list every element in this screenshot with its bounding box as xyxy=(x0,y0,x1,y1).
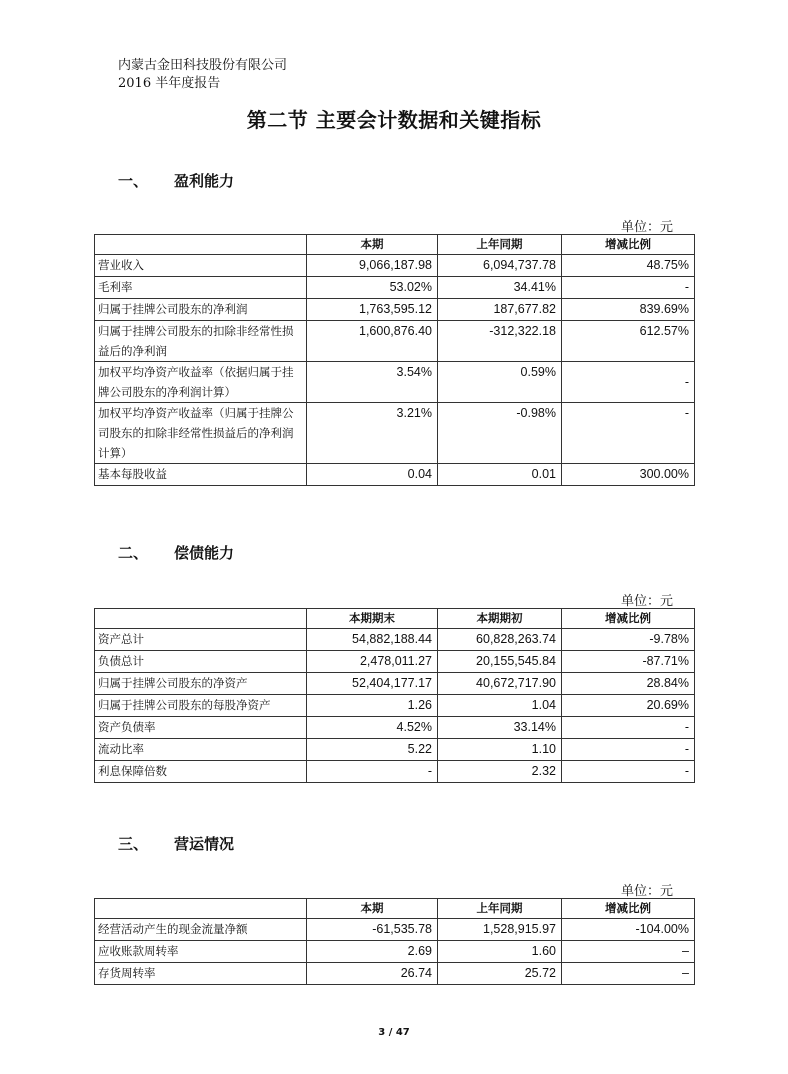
row-label: 负债总计 xyxy=(95,651,307,673)
table-row xyxy=(95,761,695,783)
row-label: 营业收入 xyxy=(95,255,307,277)
table-row xyxy=(95,403,695,464)
page-number: 3 / 47 xyxy=(378,1027,410,1038)
cell-change: - xyxy=(562,761,695,783)
cell-current: 1,600,876.40 xyxy=(307,321,438,362)
cell-change: 300.00% xyxy=(562,464,695,486)
page-title: 第二节 主要会计数据和关键指标 xyxy=(246,108,542,132)
cell-current: 4.52% xyxy=(307,717,438,739)
section-heading-operations xyxy=(118,833,234,854)
cell-current: 5.22 xyxy=(307,739,438,761)
cell-current: 2.69 xyxy=(307,941,438,963)
cell-current: 26.74 xyxy=(307,963,438,985)
row-label: 流动比率 xyxy=(95,739,307,761)
cell-previous: 1.04 xyxy=(438,695,562,717)
cell-change: – xyxy=(562,963,695,985)
table-row xyxy=(95,941,695,963)
table-header-row xyxy=(95,609,695,629)
column-header: 增减比例 xyxy=(562,899,695,919)
column-header: 本期 xyxy=(307,899,438,919)
table-header-row xyxy=(95,899,695,919)
table-row xyxy=(95,717,695,739)
table-row xyxy=(95,629,695,651)
cell-previous: 34.41% xyxy=(438,277,562,299)
cell-previous: 0.59% xyxy=(438,362,562,403)
table-row xyxy=(95,739,695,761)
column-header: 本期期初 xyxy=(438,609,562,629)
row-label: 应收账款周转率 xyxy=(95,941,307,963)
cell-previous: 40,672,717.90 xyxy=(438,673,562,695)
cell-previous: 2.32 xyxy=(438,761,562,783)
section-heading-profitability xyxy=(118,170,234,191)
cell-previous: 33.14% xyxy=(438,717,562,739)
cell-previous: 6,094,737.78 xyxy=(438,255,562,277)
row-label: 归属于挂牌公司股东的净资产 xyxy=(95,673,307,695)
column-header xyxy=(95,235,307,255)
row-label: 加权平均净资产收益率（归属于挂牌公司股东的扣除非经常性损益后的净利润计算） xyxy=(95,403,307,464)
cell-current: 9,066,187.98 xyxy=(307,255,438,277)
row-label: 存货周转率 xyxy=(95,963,307,985)
section-heading-solvency xyxy=(118,542,234,563)
section-number: 一、 xyxy=(118,172,149,190)
company-name: 内蒙古金田科技股份有限公司 xyxy=(118,58,288,73)
cell-current: - xyxy=(307,761,438,783)
section-number: 二、 xyxy=(118,544,149,562)
cell-change: - xyxy=(562,403,695,464)
row-label: 加权平均净资产收益率（依据归属于挂牌公司股东的净利润计算） xyxy=(95,362,307,403)
table-row xyxy=(95,695,695,717)
column-header xyxy=(95,899,307,919)
report-header xyxy=(118,57,287,93)
cell-change: 839.69% xyxy=(562,299,695,321)
cell-change: -104.00% xyxy=(562,919,695,941)
table-row xyxy=(95,362,695,403)
cell-current: 0.04 xyxy=(307,464,438,486)
row-label: 毛利率 xyxy=(95,277,307,299)
cell-previous: 187,677.82 xyxy=(438,299,562,321)
report-period: 2016 半年度报告 xyxy=(118,76,221,91)
table-row xyxy=(95,919,695,941)
column-header: 本期 xyxy=(307,235,438,255)
table-row xyxy=(95,673,695,695)
cell-current: 1,763,595.12 xyxy=(307,299,438,321)
cell-current: 2,478,011.27 xyxy=(307,651,438,673)
cell-current: 1.26 xyxy=(307,695,438,717)
row-label: 归属于挂牌公司股东的净利润 xyxy=(95,299,307,321)
cell-previous: 60,828,263.74 xyxy=(438,629,562,651)
column-header: 上年同期 xyxy=(438,235,562,255)
cell-previous: 1,528,915.97 xyxy=(438,919,562,941)
column-header: 上年同期 xyxy=(438,899,562,919)
row-label: 归属于挂牌公司股东的扣除非经常性损益后的净利润 xyxy=(95,321,307,362)
cell-previous: 25.72 xyxy=(438,963,562,985)
table-row xyxy=(95,299,695,321)
operations-table xyxy=(94,898,695,985)
row-label: 经营活动产生的现金流量净额 xyxy=(95,919,307,941)
section-title: 偿债能力 xyxy=(174,544,235,562)
cell-current: 3.54% xyxy=(307,362,438,403)
cell-previous: 0.01 xyxy=(438,464,562,486)
unit-label: 单位：元 xyxy=(620,220,673,235)
cell-change: - xyxy=(562,277,695,299)
table-row xyxy=(95,255,695,277)
cell-current: -61,535.78 xyxy=(307,919,438,941)
cell-current: 52,404,177.17 xyxy=(307,673,438,695)
cell-previous: 1.60 xyxy=(438,941,562,963)
table-row xyxy=(95,651,695,673)
cell-change: 612.57% xyxy=(562,321,695,362)
cell-change: -9.78% xyxy=(562,629,695,651)
row-label: 利息保障倍数 xyxy=(95,761,307,783)
row-label: 基本每股收益 xyxy=(95,464,307,486)
section-number: 三、 xyxy=(118,835,149,853)
row-label: 归属于挂牌公司股东的每股净资产 xyxy=(95,695,307,717)
cell-previous: 20,155,545.84 xyxy=(438,651,562,673)
cell-current: 54,882,188.44 xyxy=(307,629,438,651)
section-title: 盈利能力 xyxy=(174,172,235,190)
unit-label: 单位：元 xyxy=(620,594,673,609)
section-title: 营运情况 xyxy=(174,835,235,853)
cell-change: 48.75% xyxy=(562,255,695,277)
cell-current: 53.02% xyxy=(307,277,438,299)
column-header: 本期期末 xyxy=(307,609,438,629)
cell-change: – xyxy=(562,941,695,963)
cell-change: - xyxy=(562,717,695,739)
cell-change: 28.84% xyxy=(562,673,695,695)
cell-previous: 1.10 xyxy=(438,739,562,761)
cell-previous: -0.98% xyxy=(438,403,562,464)
profitability-table xyxy=(94,234,695,486)
table-row xyxy=(95,321,695,362)
row-label: 资产负债率 xyxy=(95,717,307,739)
table-row xyxy=(95,464,695,486)
cell-change: -87.71% xyxy=(562,651,695,673)
row-label: 资产总计 xyxy=(95,629,307,651)
column-header: 增减比例 xyxy=(562,609,695,629)
table-row xyxy=(95,277,695,299)
solvency-table xyxy=(94,608,695,783)
unit-label: 单位：元 xyxy=(620,884,673,899)
cell-change: - xyxy=(562,739,695,761)
cell-change: - xyxy=(562,362,695,403)
table-header-row xyxy=(95,235,695,255)
cell-change: 20.69% xyxy=(562,695,695,717)
table-row xyxy=(95,963,695,985)
column-header: 增减比例 xyxy=(562,235,695,255)
cell-previous: -312,322.18 xyxy=(438,321,562,362)
column-header xyxy=(95,609,307,629)
cell-current: 3.21% xyxy=(307,403,438,464)
